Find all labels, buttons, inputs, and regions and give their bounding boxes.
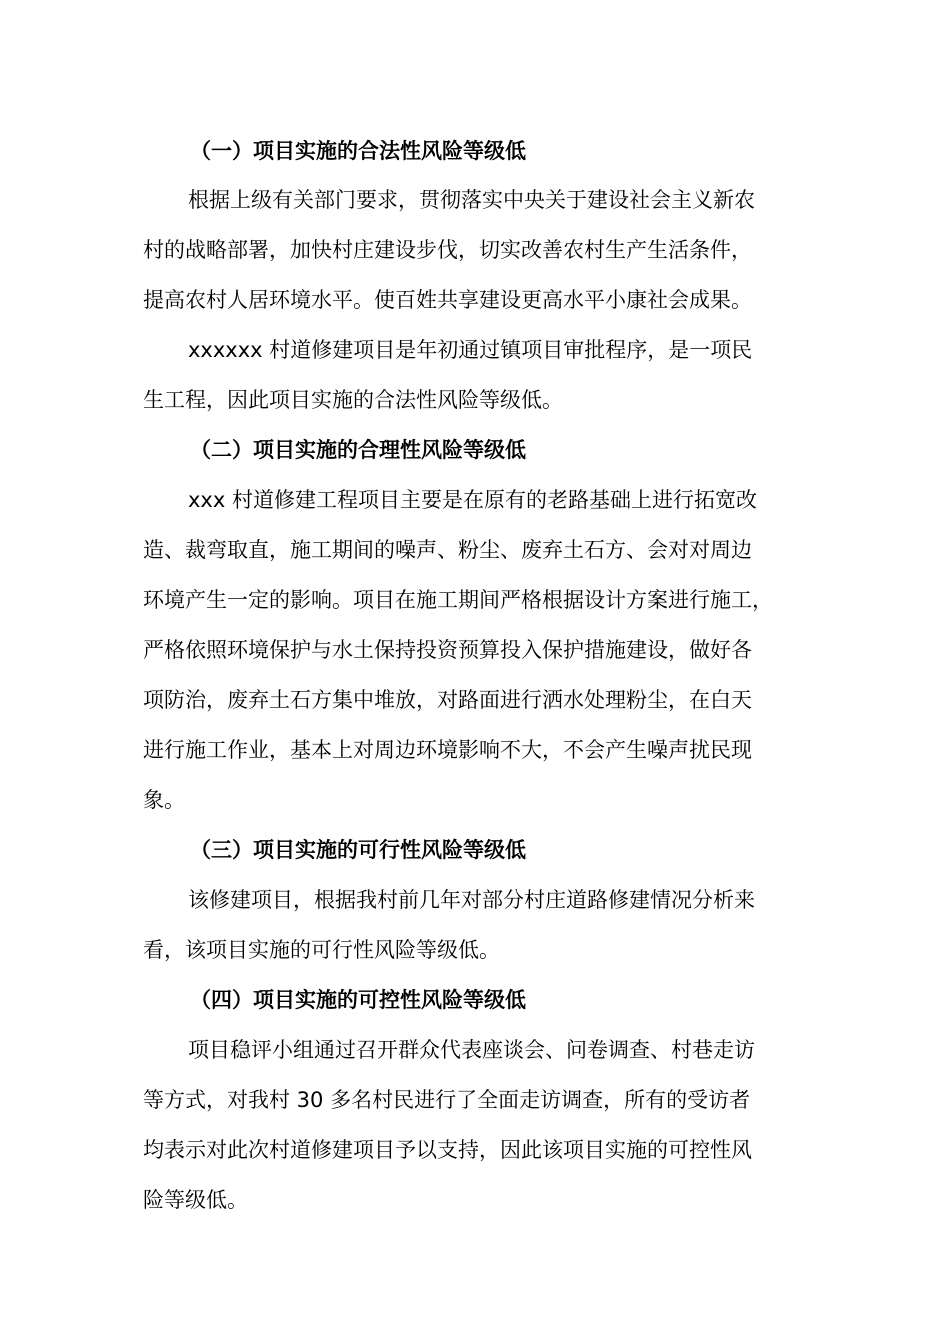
- section-2-para-1-line: xxx 村道修建工程项目主要是在原有的老路基础上进行拓宽改: [188, 488, 757, 512]
- section-1-para-1-line: 提高农村人居环境水平。使百姓共享建设更高水平小康社会成果。: [143, 288, 752, 312]
- section-4-heading: （四）项目实施的可控性风险等级低: [190, 988, 526, 1012]
- section-2-para-1-line: 项防治，废弃土石方集中堆放，对路面进行洒水处理粉尘，在白天: [143, 688, 752, 712]
- section-3-heading: （三）项目实施的可行性风险等级低: [190, 838, 526, 862]
- section-2-para-1-line: 环境产生一定的影响。项目在施工期间严格根据设计方案进行施工，: [143, 588, 773, 612]
- section-4-para-1-line: 等方式，对我村 30 多名村民进行了全面走访调查，所有的受访者: [143, 1088, 751, 1112]
- section-3-para-1-line: 该修建项目，根据我村前几年对部分村庄道路修建情况分析来: [188, 888, 755, 912]
- section-2-heading: （二）项目实施的合理性风险等级低: [190, 438, 526, 462]
- section-2-para-1-line: 造、裁弯取直，施工期间的噪声、粉尘、废弃土石方、会对对周边: [143, 538, 752, 562]
- section-1-heading: （一）项目实施的合法性风险等级低: [190, 139, 526, 163]
- section-1-para-2-line: 生工程，因此项目实施的合法性风险等级低。: [143, 388, 563, 412]
- section-1-para-2-line: xxxxxx 村道修建项目是年初通过镇项目审批程序，是一项民: [188, 338, 753, 362]
- section-4-para-1-line: 项目稳评小组通过召开群众代表座谈会、问卷调查、村巷走访: [188, 1038, 755, 1062]
- section-2-para-1-line: 进行施工作业，基本上对周边环境影响不大，不会产生噪声扰民现: [143, 738, 752, 762]
- section-2-para-1-line: 象。: [143, 788, 185, 812]
- section-2-para-1-line: 严格依照环境保护与水土保持投资预算投入保护措施建设，做好各: [143, 638, 752, 662]
- section-4-para-1-line: 险等级低。: [143, 1188, 248, 1212]
- section-4-para-1-line: 均表示对此次村道修建项目予以支持，因此该项目实施的可控性风: [143, 1138, 752, 1162]
- section-1-para-1-line: 村的战略部署，加快村庄建设步伐，切实改善农村生产生活条件，: [143, 238, 752, 262]
- section-1-para-1-line: 根据上级有关部门要求，贯彻落实中央关于建设社会主义新农: [188, 188, 755, 212]
- section-3-para-1-line: 看，该项目实施的可行性风险等级低。: [143, 938, 500, 962]
